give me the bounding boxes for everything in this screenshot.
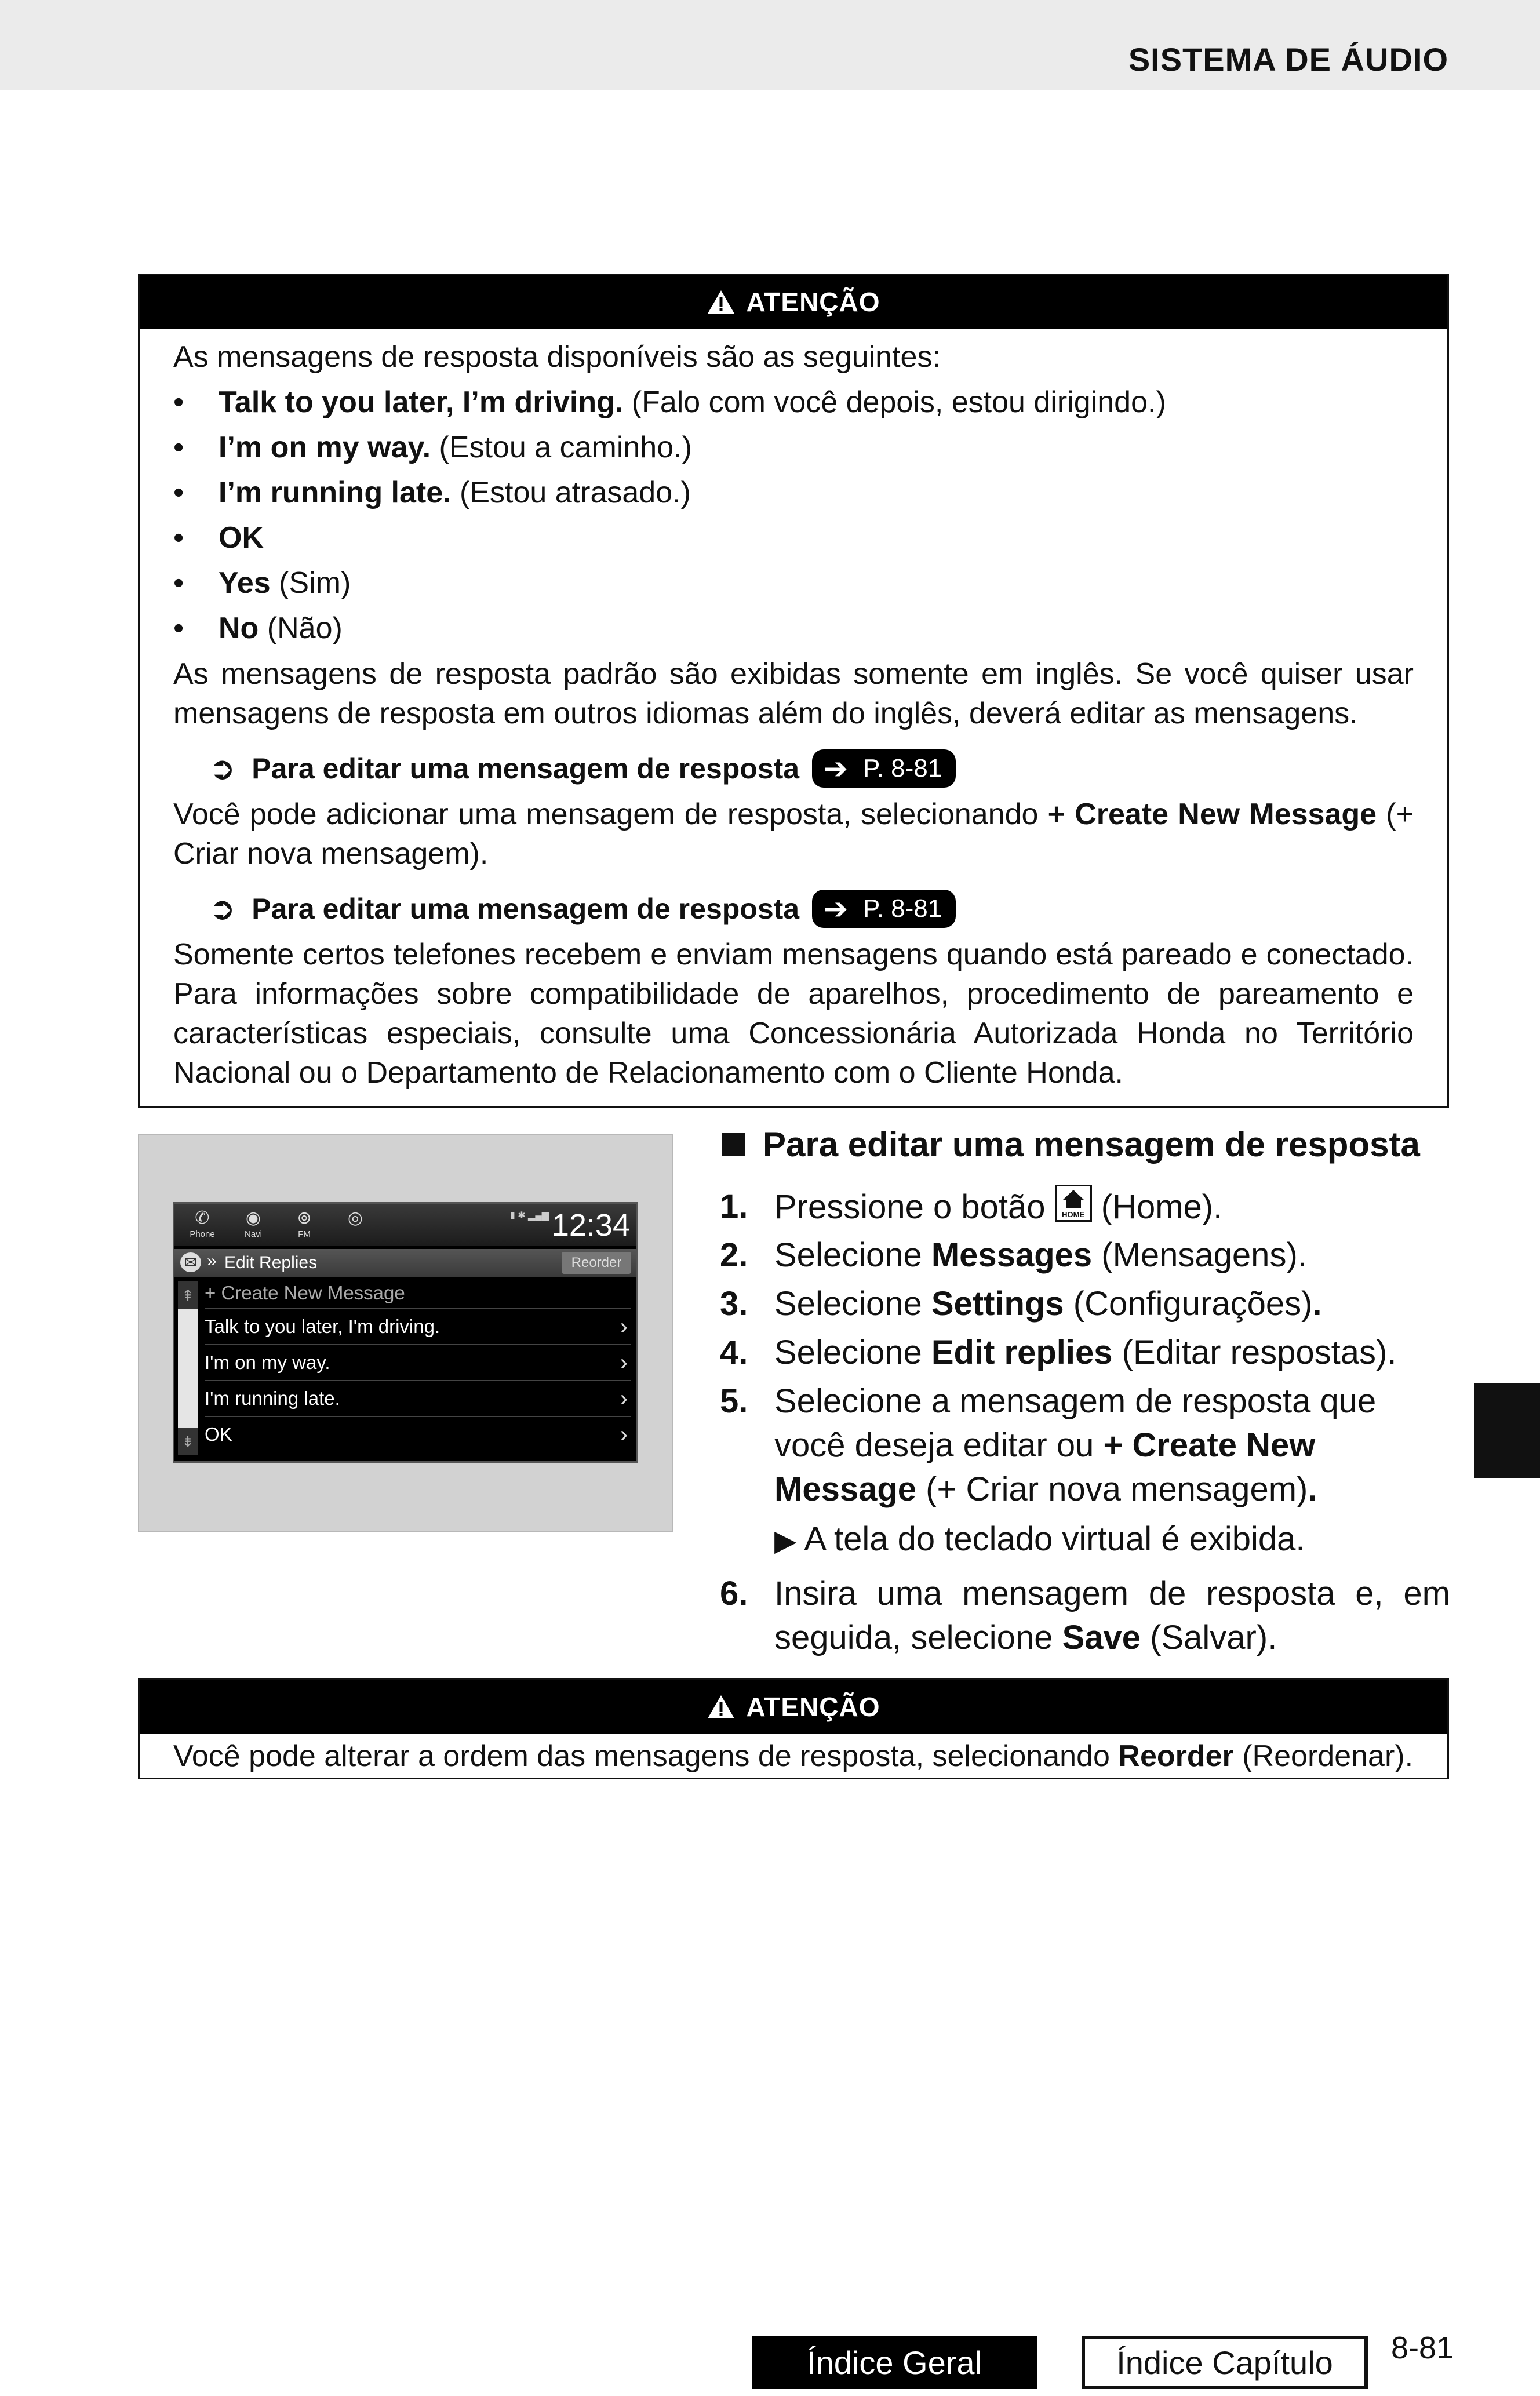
- screen-title-bar: [174, 1249, 636, 1277]
- step-3: 3. Selecione Settings (Configurações).: [720, 1285, 1322, 1323]
- list-item[interactable]: + Create New Message: [205, 1278, 631, 1309]
- arrow-right-icon: ➔: [824, 752, 849, 785]
- step-1: 1. Pressione o botão HOME (Home).: [720, 1185, 1450, 1229]
- page-ref-badge[interactable]: [812, 749, 956, 788]
- reference-arrow-icon: ➲: [209, 891, 236, 926]
- chevron-right-icon: ›: [620, 1422, 628, 1447]
- clock: 12:34: [551, 1208, 630, 1243]
- navi-shortcut[interactable]: ◉ Navi: [229, 1207, 278, 1242]
- warning-icon: [707, 1694, 736, 1720]
- phone-icon: ✆: [195, 1208, 210, 1228]
- radio-icon: ⊚: [297, 1208, 312, 1228]
- english-only-note: As mensagens de resposta padrão são exibidas somente em inglês. Se você quiser usar mensagens de resposta em outros idiomas além do inglês, deverá editar as mensagens.: [173, 657, 1414, 730]
- reply-list: [173, 380, 1414, 651]
- home-button-icon: HOME: [1055, 1185, 1092, 1222]
- list-item[interactable]: I'm on my way. ›: [205, 1345, 631, 1381]
- list-item: • Talk to you later, I’m driving. (Falo com você depois, estou dirigindo.): [173, 380, 1414, 425]
- list-item[interactable]: I'm running late. ›: [205, 1381, 631, 1417]
- reference-text: Para editar uma mensagem de resposta: [252, 752, 800, 785]
- reference-arrow-icon: ➲: [209, 751, 236, 786]
- warning-icon: [707, 289, 736, 315]
- warning-label: ATENÇÃO: [746, 287, 880, 317]
- chevron-right-icon: ›: [620, 1314, 628, 1339]
- section-title: SISTEMA DE ÁUDIO: [1128, 41, 1448, 78]
- arrow-right-icon: ➔: [824, 893, 849, 925]
- chapter-side-tab: [1474, 1383, 1540, 1478]
- scroll-up-icon[interactable]: ⇞: [178, 1281, 198, 1309]
- list-item: • Yes (Sim): [173, 560, 1414, 606]
- create-message-note: Você pode adicionar uma mensagem de resposta, selecionando + Create New Message (+ Criar nova mensagem).: [173, 798, 1414, 871]
- screen-screenshot: [138, 1134, 673, 1532]
- square-bullet-icon: [722, 1133, 745, 1156]
- list-item[interactable]: OK ›: [205, 1417, 631, 1452]
- sms-icon: ✉: [180, 1252, 201, 1272]
- list-item: • No (Não): [173, 606, 1414, 651]
- page-ref-label: P. 8-81: [863, 754, 942, 782]
- page-number: 8-81: [1391, 2331, 1454, 2365]
- list-item: • I’m running late. (Estou atrasado.): [173, 470, 1414, 515]
- warning-box-1: [138, 274, 1449, 1108]
- warning-intro: As mensagens de resposta disponíveis são as seguintes:: [173, 340, 941, 374]
- list-item[interactable]: Talk to you later, I'm driving. ›: [205, 1309, 631, 1345]
- reference-text: Para editar uma mensagem de resposta: [252, 893, 800, 925]
- warning-header: [140, 1680, 1447, 1734]
- screen-top-bar: [174, 1204, 636, 1246]
- cross-reference-1[interactable]: [209, 746, 1414, 791]
- page-ref-badge[interactable]: [812, 890, 956, 928]
- warning-header: [140, 275, 1447, 329]
- step-2: 2. Selecione Messages (Mensagens).: [720, 1236, 1307, 1274]
- chevron-right-icon: ›: [620, 1350, 628, 1375]
- podcast-icon: ◎: [347, 1208, 363, 1228]
- general-index-button[interactable]: Índice Geral: [752, 2336, 1037, 2389]
- chapter-index-button[interactable]: Índice Capítulo: [1082, 2336, 1368, 2389]
- scrollbar[interactable]: [178, 1281, 198, 1455]
- phone-shortcut[interactable]: ✆ Phone: [178, 1207, 227, 1242]
- screen-title: Edit Replies: [224, 1253, 318, 1272]
- list-item: • OK: [173, 515, 1414, 560]
- audio-shortcut[interactable]: [331, 1207, 380, 1242]
- head-unit-screen: [173, 1202, 638, 1463]
- compatibility-note: Somente certos telefones recebem e enviam mensagens quando está pareado e conectado. Para informações sobre compatibilidade de aparelhos, procedimento de pareamento e características especiais, consulte uma Concessionária Autorizada Honda no Território Nacional ou o Departamento de Relacionamento com o Cliente Honda.: [173, 938, 1414, 1090]
- warning-label: ATENÇÃO: [746, 1692, 880, 1722]
- step-4: 4. Selecione Edit replies (Editar respostas).: [720, 1334, 1397, 1371]
- step-5-result: A tela do teclado virtual é exibida.: [804, 1520, 1305, 1558]
- result-triangle-icon: ▶: [774, 1524, 797, 1557]
- cross-reference-2[interactable]: [209, 886, 1414, 931]
- steps-heading: Para editar uma mensagem de resposta: [722, 1124, 1420, 1164]
- scroll-down-icon[interactable]: ⇟: [178, 1428, 198, 1455]
- page-ref-label: P. 8-81: [863, 894, 942, 923]
- step-5: 5. Selecione a mensagem de resposta que você deseja editar ou + Create New Message (+ Criar nova mensagem). ▶ A tela do teclado virtual é exibida.: [720, 1382, 1377, 1558]
- compass-icon: ◉: [245, 1208, 261, 1228]
- reorder-button[interactable]: Reorder: [562, 1252, 631, 1274]
- chevron-right-icon: ›: [620, 1386, 628, 1411]
- step-6: 6. Insira uma mensagem de resposta e, em seguida, selecione Save (Salvar).: [720, 1575, 1450, 1656]
- fm-shortcut[interactable]: ⊚ FM: [280, 1207, 329, 1242]
- warning-box-2: [138, 1678, 1449, 1779]
- breadcrumb-icon: »: [207, 1251, 217, 1270]
- reorder-note: Você pode alterar a ordem das mensagens de resposta, selecionando Reorder (Reordenar).: [173, 1739, 1414, 1773]
- list-item: • I’m on my way. (Estou a caminho.): [173, 425, 1414, 470]
- status-icons: ▮ ✱ ▂▄▆: [509, 1211, 549, 1221]
